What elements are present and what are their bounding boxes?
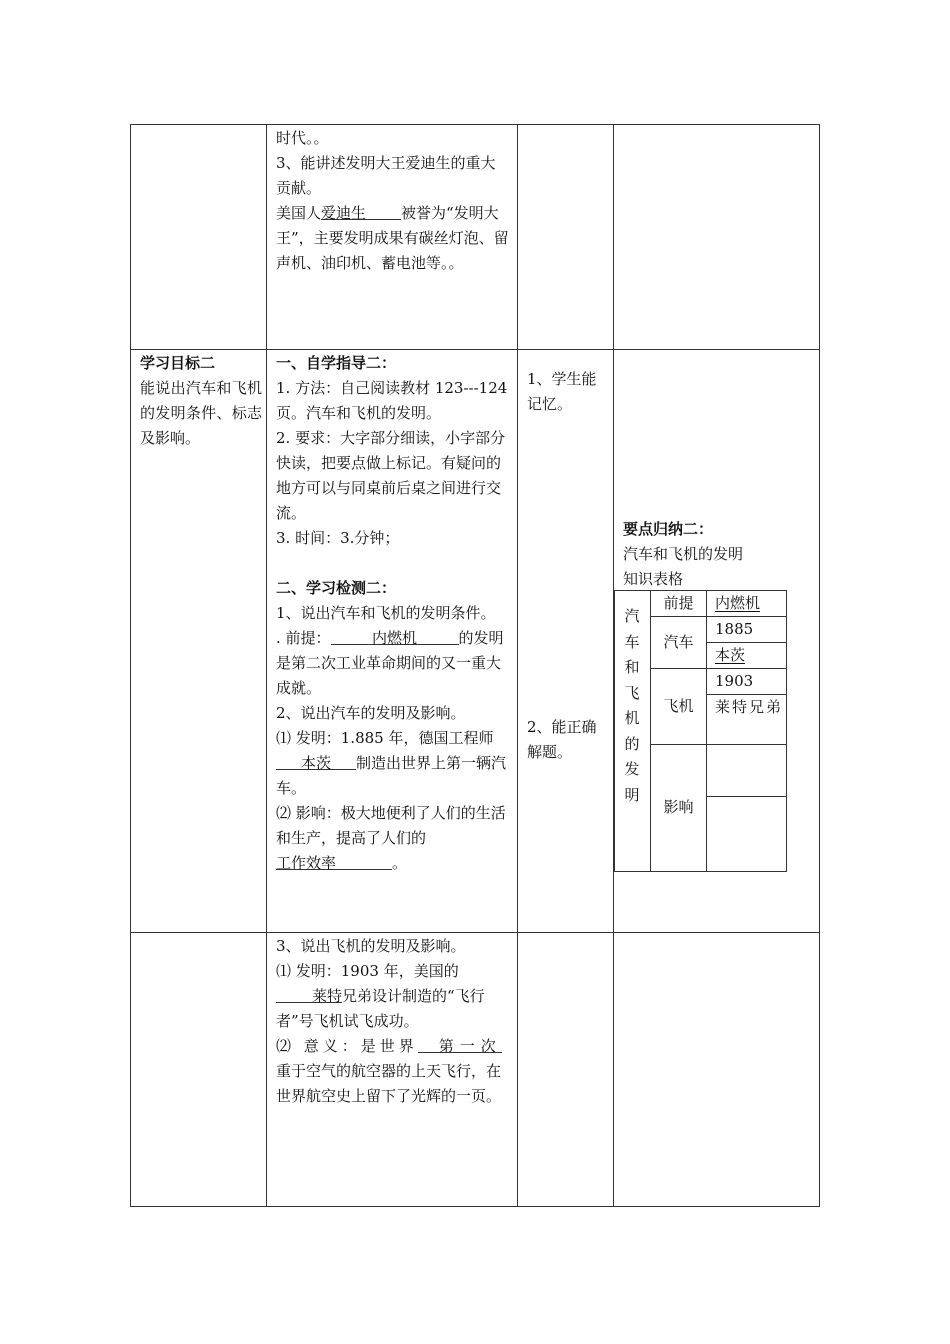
self-study-title: 一、自学指导二： [276, 354, 397, 372]
wright-answer-blank [276, 984, 342, 1003]
car-label: 汽车 [663, 633, 694, 651]
plane-invention-paragraph [276, 959, 510, 1034]
plane-label: 飞机 [663, 697, 694, 715]
impact-label: 影响 [663, 798, 694, 816]
premise-prefix: . 前提： [276, 629, 331, 647]
row2-goal-cell [140, 351, 262, 451]
row-divider-2 [130, 932, 820, 933]
self-study-requirement: 2. 要求：大字部分细读，小字部分快读，把要点做上标记。有疑问的地方可以与同桌前后桌之间进行交流。 [276, 429, 506, 522]
efficiency-answer-blank [276, 851, 392, 870]
row1-content-cell [276, 126, 510, 276]
self-study-method: 1. 方法：自己阅读教材 123---124 页。汽车和飞机的发明。 [276, 379, 508, 422]
summary-header [623, 517, 813, 592]
plane-meaning-paragraph [276, 1034, 510, 1109]
plane-year: 1903 [715, 672, 754, 690]
wright-answer: 莱特 [311, 987, 342, 1005]
premise-label: 前提 [663, 594, 694, 612]
self-test-title: 二、学习检测二： [276, 579, 397, 597]
column-divider-1 [266, 124, 267, 1207]
table-border-bottom [130, 1206, 820, 1207]
summary-line2: 知识表格 [623, 570, 684, 588]
row3-content-cell [276, 934, 510, 1109]
question-3: 3、说出飞机的发明及影响。 [276, 937, 466, 955]
plane-meaning-suffix: 重于空气的航空器的上天飞行，在世界航空史上留下了光辉的一页。 [276, 1062, 502, 1105]
goal-title: 学习目标二 [140, 354, 216, 372]
table-border-top [130, 124, 820, 125]
car-invention-suffix: 制造出世界上第一辆汽车。 [276, 754, 507, 797]
premise-value-wrap [707, 591, 786, 616]
premise-suffix: 的发明是第二次工业革命期间的又一重大成就。 [276, 629, 504, 697]
first-answer-blank [418, 1034, 502, 1053]
car-impact-prefix: ⑵ 影响：极大地便利了人们的生活和生产，提高了人们的 [276, 804, 506, 847]
row1-continuation: 时代。。 [276, 129, 329, 147]
car-inventor: 本茨 [715, 646, 746, 664]
goal-body: 能说出汽车和飞机的发明条件、标志及影响。 [140, 379, 262, 447]
summary-title: 要点归纳二： [623, 520, 714, 538]
premise-paragraph [276, 626, 510, 701]
car-impact-paragraph [276, 801, 510, 876]
row-divider-1 [130, 349, 820, 350]
car-impact-suffix: 。 [392, 854, 408, 872]
efficiency-answer: 工作效率 [276, 854, 337, 872]
benz-answer-blank [276, 751, 356, 770]
engine-answer: 内燃机 [372, 629, 418, 647]
plane-inventor: 莱特兄弟 [715, 698, 781, 716]
premise-value: 内燃机 [715, 594, 761, 612]
row1-edison-paragraph [276, 201, 510, 276]
edison-answer: 爱迪生 [321, 204, 367, 222]
column-divider-2 [517, 124, 518, 1207]
plane-invention-suffix: 兄弟设计制造的“飞行者”号飞机试飞成功。 [276, 987, 485, 1030]
knowledge-table [614, 590, 787, 872]
car-inventor-wrap [715, 643, 786, 668]
lesson-plan-table [130, 124, 820, 1207]
summary-line1: 汽车和飞机的发明 [623, 545, 744, 563]
car-invention-paragraph [276, 726, 510, 801]
side-label-text: 汽车和飞机的发明 [624, 607, 640, 804]
question-1: 1、说出汽车和飞机的发明条件。 [276, 604, 496, 622]
row1-item3-title: 3、能讲述发明大王爱迪生的重大贡献。 [276, 154, 496, 197]
table-side-label [614, 604, 650, 808]
self-study-time: 3. 时间：3.分钟； [276, 529, 400, 547]
table-border-left [130, 124, 131, 1207]
edison-answer-blank [321, 201, 401, 220]
row2-content-cell [276, 351, 510, 876]
benz-answer: 本茨 [300, 754, 331, 772]
edison-prefix: 美国人 [276, 204, 322, 222]
plane-invention-prefix: ⑴ 发明：1903 年，美国的 [276, 962, 459, 980]
engine-answer-blank [331, 626, 459, 645]
first-answer: 第一次 [438, 1037, 502, 1055]
edison-suffix: 被誉为“发明大王”，主要发明成果有碳丝灯泡、留声机、油印机、蓄电池等。。 [276, 204, 509, 272]
car-year: 1885 [715, 620, 754, 638]
car-invention-prefix: ⑴ 发明：1.885 年，德国工程师 [276, 729, 494, 747]
table-border-right [819, 124, 820, 1207]
activity-2: 2、能正确解题。 [527, 718, 597, 761]
activity-1: 1、学生能记忆。 [527, 370, 597, 413]
question-2: 2、说出汽车的发明及影响。 [276, 704, 466, 722]
plane-meaning-prefix: ⑵ 意义：是世界 [276, 1037, 418, 1055]
